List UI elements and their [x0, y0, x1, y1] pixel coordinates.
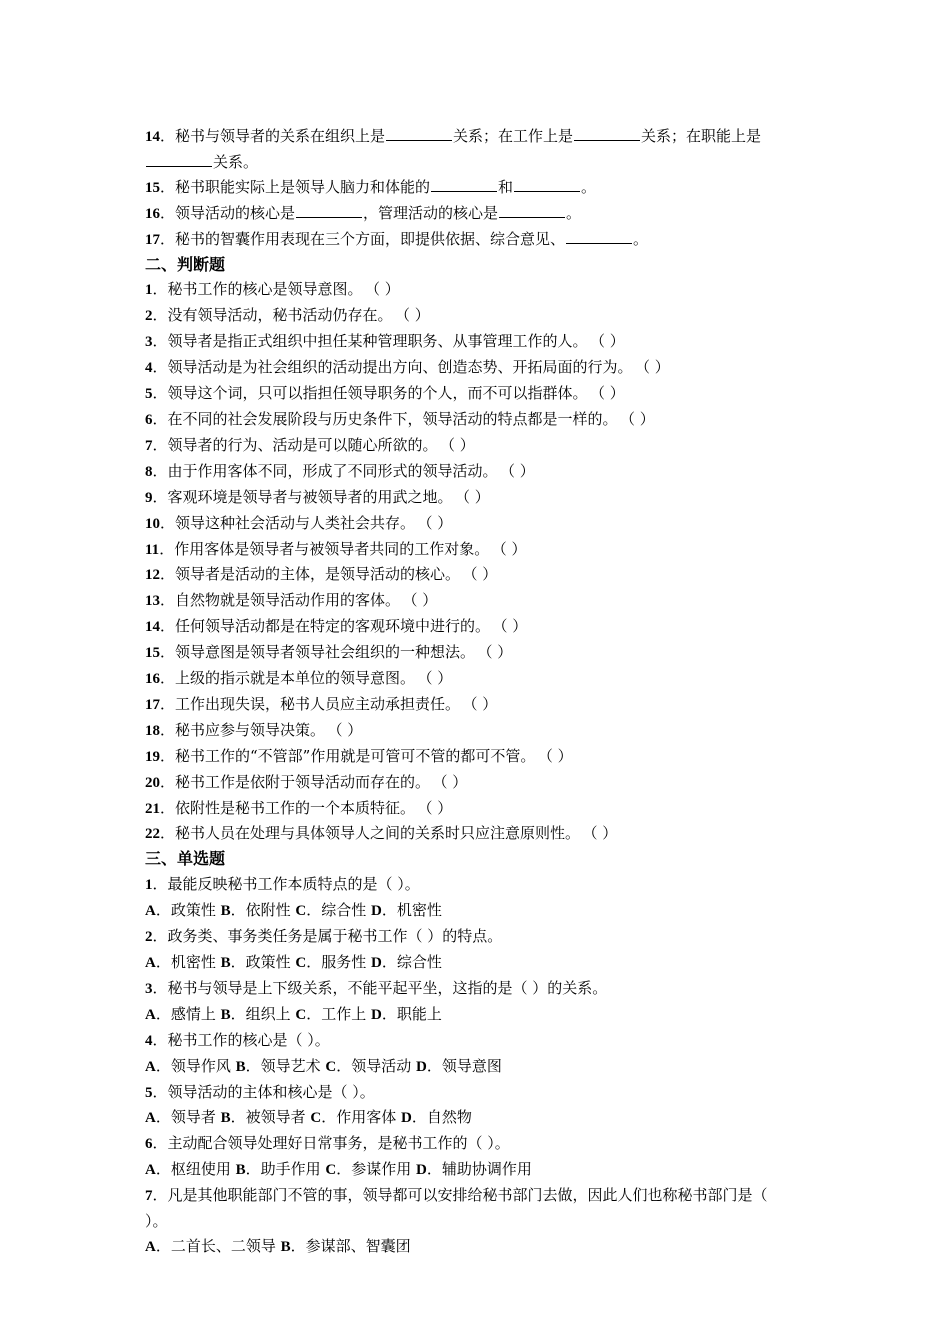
question-number: 14 — [145, 129, 160, 145]
question-number: 1 — [145, 282, 153, 299]
answer-parentheses: （ ） — [470, 565, 498, 584]
answer-blank — [499, 203, 565, 218]
question-text: ．领导活动是为社会组织的活动提出方向、创造态势、开拓局面的行为。 — [152, 358, 633, 377]
option-text: ．组织上 — [230, 1004, 296, 1023]
judge-question — [145, 511, 785, 537]
judge-question — [145, 381, 785, 407]
option-letter: A — [145, 1006, 156, 1023]
question-number: 21 — [145, 800, 160, 817]
option-letter: B — [235, 1058, 246, 1075]
judge-question — [145, 692, 785, 718]
option-text: ．工作上 — [306, 1004, 372, 1023]
question-number: 3 — [145, 334, 153, 351]
question-text: ．领导这个词，只可以指担任领导职务的个人，而不可以指群体。 — [152, 384, 588, 403]
option-text: ．综合性 — [381, 953, 442, 971]
option-text: ．参谋部、智囊团 — [290, 1236, 411, 1255]
judge-question — [145, 537, 785, 563]
option-letter: D — [371, 903, 382, 920]
answer-blank — [566, 229, 632, 244]
answer-parentheses: （ ） — [335, 720, 363, 739]
options-row — [145, 950, 785, 976]
question-number: 11 — [145, 541, 160, 558]
question-text: 。 — [566, 203, 582, 222]
judge-question — [145, 303, 785, 329]
question-text: ．在不同的社会发展阶段与历史条件下，领导活动的特点都是一样的。 — [152, 409, 618, 428]
question-text: ．上级的指示就是本单位的领导意图。 — [160, 669, 416, 688]
options-row — [145, 1157, 785, 1183]
question-number: 10 — [145, 515, 160, 532]
option-letter: A — [145, 955, 156, 971]
option-letter: A — [145, 1110, 156, 1127]
question-text: ．秘书工作的“不管部”作用就是可管可不管的都可不管。 — [160, 746, 536, 765]
question-text: 关系；在工作上是 — [453, 127, 574, 145]
question-text: ．领导者是指正式组织中担任某种管理职务、从事管理工作的人。 — [152, 332, 588, 351]
answer-blank — [146, 152, 212, 167]
question-text: ．秘书的智囊作用表现在三个方面，即提供依据、综合意见、 — [160, 229, 566, 248]
question-number: 2 — [145, 929, 153, 946]
option-letter: C — [310, 1110, 322, 1127]
option-text: ．领导活动 — [336, 1056, 417, 1075]
question-text: ．主动配合领导处理好日常事务，是秘书工作的（ ）。 — [152, 1134, 510, 1153]
option-text: ．感情上 — [155, 1004, 221, 1023]
option-text: ．领导意图 — [426, 1056, 502, 1075]
option-letter: A — [145, 903, 156, 920]
question-number: 16 — [145, 671, 160, 688]
question-number: 16 — [145, 205, 160, 222]
question-text: ．秘书工作的核心是（ ）。 — [152, 1030, 330, 1049]
option-letter: C — [295, 1006, 307, 1023]
option-text: ．自然物 — [411, 1108, 472, 1127]
option-letter: C — [295, 955, 307, 971]
option-text: ．机密性 — [155, 953, 221, 971]
question-text: 和 — [498, 177, 514, 196]
question-text: ．领导活动的主体和核心是（ ）。 — [152, 1082, 375, 1101]
question-text: ．领导者的行为、活动是可以随心所欲的。 — [152, 435, 438, 454]
question-number: 8 — [145, 463, 153, 480]
single-choice-question — [145, 1028, 785, 1054]
answer-parentheses: （ ） — [485, 643, 513, 662]
fill-question-14 — [145, 124, 785, 175]
question-number: 17 — [145, 696, 160, 713]
answer-parentheses: （ ） — [627, 409, 655, 428]
answer-parentheses: （ ） — [402, 306, 430, 325]
question-number: 4 — [145, 1032, 153, 1049]
question-number: 13 — [145, 593, 160, 610]
answer-parentheses: （ ） — [642, 358, 670, 377]
section-title-judge: 二、判断题 — [145, 254, 226, 274]
answer-parentheses: （ ） — [425, 513, 453, 532]
question-number: 22 — [145, 826, 160, 843]
question-text: ．秘书职能实际上是领导人脑力和体能的 — [160, 177, 431, 196]
answer-parentheses: （ ） — [410, 591, 438, 610]
fill-question-15 — [145, 175, 785, 201]
option-text: ．辅助协调作用 — [426, 1160, 532, 1179]
question-text: ．秘书与领导是上下级关系，不能平起平坐，这指的是（ ）的关系。 — [152, 978, 608, 997]
options-row — [145, 898, 785, 924]
question-number: 9 — [145, 489, 153, 506]
option-letter: A — [145, 1058, 156, 1075]
question-text: ．依附性是秘书工作的一个本质特征。 — [160, 798, 416, 817]
options-row — [145, 1234, 785, 1260]
question-text: ．自然物就是领导活动作用的客体。 — [160, 591, 401, 610]
exam-content — [145, 124, 785, 1260]
question-text: ．领导这种社会活动与人类社会共存。 — [160, 513, 416, 532]
question-number: 6 — [145, 411, 153, 428]
option-letter: B — [220, 955, 231, 971]
question-text: ．领导者是活动的主体，是领导活动的核心。 — [160, 565, 461, 584]
question-text: ，管理活动的核心是 — [363, 203, 499, 222]
question-text: ．领导活动的核心是 — [160, 203, 296, 222]
question-text: ．没有领导活动，秘书活动仍存在。 — [152, 306, 393, 325]
question-number: 19 — [145, 748, 160, 765]
answer-parentheses: （ ） — [440, 772, 468, 791]
option-letter: D — [416, 1162, 427, 1179]
option-letter: C — [325, 1162, 337, 1179]
single-choice-question — [145, 976, 785, 1002]
single-choice-list — [145, 872, 785, 1260]
single-choice-question — [145, 1080, 785, 1106]
answer-parentheses: （ ） — [590, 824, 618, 843]
question-text: ．秘书人员在处理与具体领导人之间的关系时只应注意原则性。 — [160, 824, 581, 843]
option-text: ．参谋作用 — [336, 1160, 417, 1179]
option-letter: D — [371, 1006, 382, 1023]
answer-parentheses: （ ） — [597, 332, 625, 351]
judge-question — [145, 562, 785, 588]
answer-parentheses: （ ） — [597, 384, 625, 403]
judge-question — [145, 718, 785, 744]
question-number: 14 — [145, 619, 160, 636]
answer-parentheses: （ ） — [499, 539, 527, 558]
option-text: ．领导作风 — [155, 1056, 236, 1075]
answer-blank — [574, 126, 640, 141]
question-number: 4 — [145, 360, 153, 377]
section-title-single-choice: 三、单选题 — [145, 849, 226, 869]
question-text: ．工作出现失误，秘书人员应主动承担责任。 — [160, 694, 461, 713]
single-choice-question — [145, 1131, 785, 1157]
option-text: ．依附性 — [230, 901, 296, 920]
option-text: ．机密性 — [381, 901, 442, 920]
options-row — [145, 1002, 785, 1028]
judge-question — [145, 407, 785, 433]
option-text: ．助手作用 — [245, 1160, 326, 1179]
option-letter: C — [295, 903, 307, 920]
question-number: 15 — [145, 645, 160, 662]
question-text: ．任何领导活动都是在特定的客观环境中进行的。 — [160, 617, 491, 636]
judge-question — [145, 821, 785, 847]
judge-question — [145, 588, 785, 614]
option-letter: B — [220, 1006, 231, 1023]
question-text: ．政务类、事务类任务是属于秘书工作（ ）的特点。 — [152, 927, 503, 946]
answer-blank — [431, 177, 497, 192]
question-text: ．由于作用客体不同，形成了不同形式的领导活动。 — [152, 461, 498, 480]
question-text: ．秘书工作是依附于领导活动而存在的。 — [160, 772, 431, 791]
single-choice-question — [145, 872, 785, 898]
answer-parentheses: （ ） — [425, 798, 453, 817]
answer-blank — [296, 203, 362, 218]
question-number: 6 — [145, 1136, 153, 1153]
fill-question-16 — [145, 201, 785, 227]
judge-question — [145, 459, 785, 485]
option-text: ．政策性 — [230, 953, 296, 971]
option-text: ．职能上 — [381, 1004, 442, 1023]
option-letter: A — [145, 1162, 156, 1179]
question-number: 2 — [145, 308, 153, 325]
option-letter: D — [371, 955, 382, 971]
judge-question — [145, 277, 785, 303]
question-number: 15 — [145, 179, 160, 196]
judge-question — [145, 485, 785, 511]
answer-parentheses: （ ） — [462, 487, 490, 506]
option-letter: A — [145, 1238, 156, 1255]
answer-parentheses: （ ） — [447, 435, 475, 454]
answer-parentheses: （ ） — [507, 461, 535, 480]
option-text: ．领导艺术 — [245, 1056, 326, 1075]
question-text: 关系。 — [213, 152, 259, 171]
question-number: 18 — [145, 722, 160, 739]
option-letter: D — [416, 1058, 427, 1075]
question-number: 20 — [145, 774, 160, 791]
option-text: ．作用客体 — [321, 1108, 402, 1127]
question-number: 3 — [145, 980, 153, 997]
question-text: ．领导意图是领导者领导社会组织的一种想法。 — [160, 643, 476, 662]
option-letter: D — [401, 1110, 412, 1127]
options-row — [145, 1105, 785, 1131]
question-number: 1 — [145, 877, 153, 894]
judge-question — [145, 433, 785, 459]
judge-question — [145, 329, 785, 355]
answer-blank — [514, 177, 580, 192]
option-letter: B — [280, 1238, 291, 1255]
option-text: ．二首长、二领导 — [155, 1236, 281, 1255]
answer-blank — [386, 126, 452, 141]
question-text: 。 — [581, 177, 597, 196]
judge-question — [145, 355, 785, 381]
option-text: ．服务性 — [306, 953, 372, 971]
option-letter: B — [235, 1162, 246, 1179]
answer-parentheses: （ ） — [545, 746, 573, 765]
question-text: ．凡是其他职能部门不管的事，领导都可以安排给秘书部门去做，因此人们也称秘书部门是（ ）。 — [145, 1186, 768, 1231]
single-choice-question — [145, 924, 785, 950]
question-text: ．最能反映秘书工作本质特点的是（ ）。 — [152, 875, 420, 894]
question-text: ．秘书应参与领导决策。 — [160, 720, 326, 739]
judge-question — [145, 770, 785, 796]
question-text: ．秘书与领导者的关系在组织上是 — [160, 127, 386, 145]
fill-question-17 — [145, 227, 785, 253]
option-letter: B — [220, 903, 231, 920]
option-text: ．枢纽使用 — [155, 1160, 236, 1179]
question-number: 17 — [145, 231, 160, 248]
option-letter: C — [325, 1058, 337, 1075]
answer-parentheses: （ ） — [372, 280, 400, 299]
question-text: 。 — [633, 229, 649, 248]
question-number: 7 — [145, 1188, 153, 1205]
judge-question — [145, 640, 785, 666]
judge-question — [145, 666, 785, 692]
answer-parentheses: （ ） — [470, 694, 498, 713]
single-choice-question — [145, 1183, 785, 1234]
question-text: ．客观环境是领导者与被领导者的用武之地。 — [152, 487, 453, 506]
answer-parentheses: （ ） — [425, 669, 453, 688]
option-text: ．领导者 — [155, 1108, 221, 1127]
question-number: 5 — [145, 1084, 153, 1101]
option-letter: B — [220, 1110, 231, 1127]
option-text: ．综合性 — [306, 901, 372, 920]
judge-question — [145, 614, 785, 640]
question-text: ．作用客体是领导者与被领导者共同的工作对象。 — [159, 539, 490, 558]
question-number: 7 — [145, 437, 153, 454]
option-text: ．政策性 — [155, 901, 221, 920]
question-number: 12 — [145, 567, 160, 584]
question-text: 关系；在职能上是 — [641, 127, 762, 145]
option-text: ．被领导者 — [230, 1108, 311, 1127]
judge-question — [145, 796, 785, 822]
options-row — [145, 1054, 785, 1080]
question-text: ．秘书工作的核心是领导意图。 — [152, 280, 363, 299]
question-number: 5 — [145, 386, 153, 403]
judge-question — [145, 744, 785, 770]
answer-parentheses: （ ） — [500, 617, 528, 636]
judge-list — [145, 277, 785, 847]
